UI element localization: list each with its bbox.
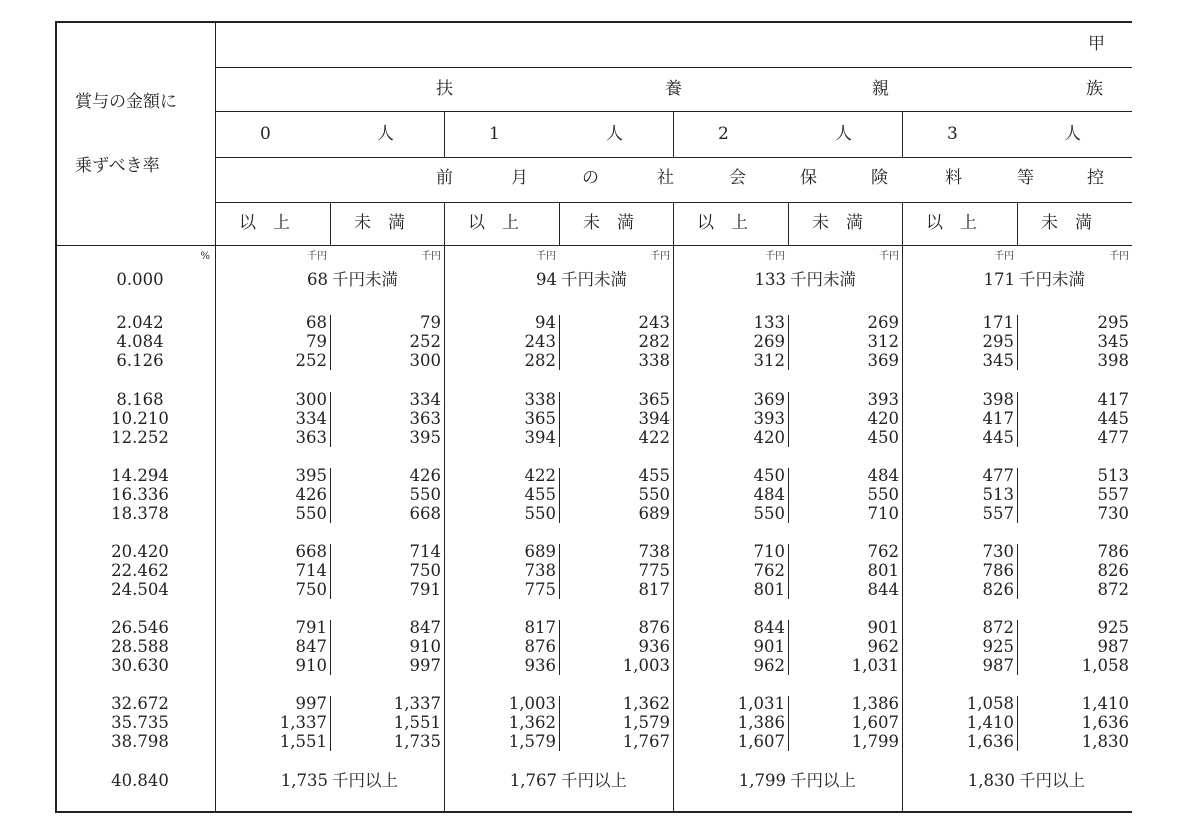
min-max-separator <box>788 468 789 523</box>
max-amount: 455 <box>638 466 670 485</box>
max-amount: 817 <box>638 580 670 599</box>
thousand-yen-unit: 千円 <box>1109 251 1129 262</box>
threshold-value: 1,735 <box>280 771 328 790</box>
min-amount: 393 <box>753 409 785 428</box>
min-max-separator <box>330 468 331 523</box>
max-amount: 79 <box>420 313 441 332</box>
dependents-heading-char: 扶 <box>436 79 453 99</box>
max-amount: 1,337 <box>393 694 441 713</box>
max-amount: 738 <box>638 542 670 561</box>
thousand-yen-unit: 千円 <box>536 251 556 262</box>
deduction-heading-char: 保 <box>800 168 817 188</box>
rate-column-label: 賞与の金額に <box>75 92 177 112</box>
rate-value: 16.336 <box>111 485 169 504</box>
max-column-header: 未 満 <box>354 213 405 233</box>
min-amount: 550 <box>753 504 785 523</box>
min-amount: 1,410 <box>966 713 1014 732</box>
min-max-separator <box>788 696 789 751</box>
max-amount: 369 <box>867 351 899 370</box>
category-label: 甲 <box>1088 34 1105 54</box>
dependent-count-unit: 人 <box>1064 124 1081 144</box>
min-amount: 786 <box>982 561 1014 580</box>
min-max-separator <box>330 696 331 751</box>
min-amount: 513 <box>982 485 1014 504</box>
min-amount: 295 <box>982 332 1014 351</box>
max-amount: 312 <box>867 332 899 351</box>
min-max-separator <box>559 620 560 675</box>
max-amount: 395 <box>409 428 441 447</box>
max-amount: 910 <box>409 637 441 656</box>
min-amount: 550 <box>524 504 556 523</box>
min-max-separator <box>559 544 560 599</box>
min-amount: 417 <box>982 409 1014 428</box>
dependent-count-unit: 人 <box>835 124 852 144</box>
dependents-heading-char: 親 <box>872 79 889 99</box>
min-max-separator <box>788 315 789 370</box>
rate-value: 6.126 <box>116 351 164 370</box>
min-amount: 1,003 <box>508 694 556 713</box>
min-max-separator <box>330 315 331 370</box>
min-amount: 1,337 <box>279 713 327 732</box>
deduction-heading-char: 前 <box>436 168 453 188</box>
min-max-divider <box>1017 202 1018 245</box>
deduction-heading-char: 等 <box>1017 168 1034 188</box>
thousand-yen-unit: 千円 <box>765 251 785 262</box>
min-amount: 925 <box>982 637 1014 656</box>
min-amount: 334 <box>295 409 327 428</box>
dependents-heading-char: 族 <box>1086 79 1103 99</box>
max-amount: 925 <box>1097 618 1129 637</box>
max-amount: 345 <box>1097 332 1129 351</box>
max-amount: 445 <box>1097 409 1129 428</box>
thousand-yen-unit: 千円 <box>421 251 441 262</box>
max-amount: 557 <box>1097 485 1129 504</box>
max-amount: 394 <box>638 409 670 428</box>
rate-value: 0.000 <box>116 270 164 289</box>
rate-value: 18.378 <box>111 504 169 523</box>
threshold-value: 133 <box>754 270 786 289</box>
min-amount: 477 <box>982 466 1014 485</box>
min-amount: 791 <box>295 618 327 637</box>
rate-value: 10.210 <box>111 409 169 428</box>
max-amount: 1,767 <box>622 732 670 751</box>
max-amount: 1,410 <box>1081 694 1129 713</box>
dependent-count: 3 <box>947 124 958 144</box>
max-amount: 334 <box>409 390 441 409</box>
min-max-separator <box>788 544 789 599</box>
min-amount: 1,386 <box>737 713 785 732</box>
min-column-header: 以 上 <box>926 213 977 233</box>
max-amount: 775 <box>638 561 670 580</box>
max-amount: 338 <box>638 351 670 370</box>
min-amount: 252 <box>295 351 327 370</box>
rate-value: 35.735 <box>111 713 169 732</box>
max-amount: 550 <box>867 485 899 504</box>
max-amount: 791 <box>409 580 441 599</box>
max-amount: 422 <box>638 428 670 447</box>
max-amount: 269 <box>867 313 899 332</box>
deduction-heading-char: 会 <box>729 168 746 188</box>
max-amount: 936 <box>638 637 670 656</box>
min-amount: 876 <box>524 637 556 656</box>
min-amount: 484 <box>753 485 785 504</box>
header-rule <box>215 67 1132 68</box>
rate-value: 24.504 <box>111 580 169 599</box>
rate-value: 26.546 <box>111 618 169 637</box>
min-amount: 1,058 <box>966 694 1014 713</box>
min-column-header: 以 上 <box>468 213 519 233</box>
min-amount: 557 <box>982 504 1014 523</box>
min-amount: 1,636 <box>966 732 1014 751</box>
threshold-suffix: 千円以上 <box>1019 771 1085 790</box>
thousand-yen-unit: 千円 <box>650 251 670 262</box>
min-max-separator <box>559 315 560 370</box>
min-amount: 1,362 <box>508 713 556 732</box>
threshold-value: 171 <box>983 270 1015 289</box>
rate-value: 38.798 <box>111 732 169 751</box>
min-amount: 817 <box>524 618 556 637</box>
threshold-suffix: 千円未満 <box>1019 270 1085 289</box>
header-bottom-rule <box>55 245 1132 246</box>
min-amount: 1,607 <box>737 732 785 751</box>
min-max-separator <box>1017 696 1018 751</box>
max-amount: 801 <box>867 561 899 580</box>
max-amount: 997 <box>409 656 441 675</box>
min-amount: 369 <box>753 390 785 409</box>
min-max-separator <box>559 696 560 751</box>
max-amount: 450 <box>867 428 899 447</box>
group-divider <box>444 202 445 813</box>
max-amount: 714 <box>409 542 441 561</box>
min-amount: 365 <box>524 409 556 428</box>
min-amount: 997 <box>295 694 327 713</box>
min-amount: 1,551 <box>279 732 327 751</box>
dependent-count-unit: 人 <box>377 124 394 144</box>
dependent-count-unit: 人 <box>606 124 623 144</box>
min-amount: 730 <box>982 542 1014 561</box>
max-amount: 876 <box>638 618 670 637</box>
min-amount: 714 <box>295 561 327 580</box>
max-amount: 550 <box>638 485 670 504</box>
max-amount: 477 <box>1097 428 1129 447</box>
deduction-heading-char: の <box>582 168 599 188</box>
max-amount: 668 <box>409 504 441 523</box>
max-amount: 844 <box>867 580 899 599</box>
min-amount: 312 <box>753 351 785 370</box>
min-amount: 395 <box>295 466 327 485</box>
max-amount: 1,058 <box>1081 656 1129 675</box>
percent-unit: % <box>200 251 210 262</box>
dependents-heading-char: 養 <box>665 79 682 99</box>
min-amount: 936 <box>524 656 556 675</box>
min-max-separator <box>788 392 789 447</box>
rate-value: 4.084 <box>116 332 164 351</box>
deduction-heading-char: 険 <box>871 168 888 188</box>
min-amount: 550 <box>295 504 327 523</box>
rate-value: 2.042 <box>116 313 164 332</box>
max-amount: 847 <box>409 618 441 637</box>
min-max-divider <box>788 202 789 245</box>
min-amount: 394 <box>524 428 556 447</box>
rate-value: 20.420 <box>111 542 169 561</box>
max-column-header: 未 満 <box>812 213 863 233</box>
group-divider <box>673 111 674 157</box>
min-amount: 79 <box>306 332 327 351</box>
max-amount: 750 <box>409 561 441 580</box>
max-amount: 1,799 <box>851 732 899 751</box>
max-amount: 710 <box>867 504 899 523</box>
threshold-value: 1,767 <box>509 771 557 790</box>
max-amount: 417 <box>1097 390 1129 409</box>
thousand-yen-unit: 千円 <box>307 251 327 262</box>
min-amount: 987 <box>982 656 1014 675</box>
thousand-yen-unit: 千円 <box>994 251 1014 262</box>
threshold-value: 1,830 <box>967 771 1015 790</box>
min-amount: 243 <box>524 332 556 351</box>
min-amount: 363 <box>295 428 327 447</box>
rate-value: 14.294 <box>111 466 169 485</box>
max-amount: 962 <box>867 637 899 656</box>
min-column-header: 以 上 <box>697 213 748 233</box>
max-amount: 1,607 <box>851 713 899 732</box>
min-amount: 762 <box>753 561 785 580</box>
min-amount: 171 <box>982 313 1014 332</box>
max-amount: 363 <box>409 409 441 428</box>
min-max-separator <box>330 544 331 599</box>
max-amount: 550 <box>409 485 441 504</box>
min-amount: 847 <box>295 637 327 656</box>
header-rule <box>215 157 1132 158</box>
max-amount: 484 <box>867 466 899 485</box>
max-amount: 1,636 <box>1081 713 1129 732</box>
min-amount: 910 <box>295 656 327 675</box>
max-amount: 420 <box>867 409 899 428</box>
min-amount: 872 <box>982 618 1014 637</box>
min-max-separator <box>330 392 331 447</box>
min-amount: 1,579 <box>508 732 556 751</box>
min-amount: 422 <box>524 466 556 485</box>
rate-value: 30.630 <box>111 656 169 675</box>
max-amount: 730 <box>1097 504 1129 523</box>
min-max-separator <box>1017 544 1018 599</box>
max-amount: 1,830 <box>1081 732 1129 751</box>
min-amount: 300 <box>295 390 327 409</box>
max-amount: 901 <box>867 618 899 637</box>
group-divider <box>673 202 674 813</box>
max-amount: 786 <box>1097 542 1129 561</box>
min-amount: 269 <box>753 332 785 351</box>
max-amount: 1,579 <box>622 713 670 732</box>
min-max-divider <box>559 202 560 245</box>
min-amount: 426 <box>295 485 327 504</box>
rate-value: 28.588 <box>111 637 169 656</box>
max-column-header: 未 満 <box>583 213 634 233</box>
min-amount: 398 <box>982 390 1014 409</box>
min-max-separator <box>1017 468 1018 523</box>
max-amount: 1,362 <box>622 694 670 713</box>
min-max-separator <box>788 620 789 675</box>
min-amount: 801 <box>753 580 785 599</box>
deduction-heading-char: 控 <box>1087 168 1104 188</box>
deduction-heading-char: 月 <box>511 168 528 188</box>
rate-value: 12.252 <box>111 428 169 447</box>
min-amount: 345 <box>982 351 1014 370</box>
min-amount: 68 <box>306 313 327 332</box>
max-amount: 1,386 <box>851 694 899 713</box>
rate-column-divider <box>215 21 216 813</box>
min-amount: 133 <box>753 313 785 332</box>
min-amount: 1,031 <box>737 694 785 713</box>
min-max-separator <box>559 392 560 447</box>
max-amount: 393 <box>867 390 899 409</box>
max-amount: 762 <box>867 542 899 561</box>
max-amount: 365 <box>638 390 670 409</box>
min-amount: 750 <box>295 580 327 599</box>
dependent-count: 2 <box>718 124 729 144</box>
max-column-header: 未 満 <box>1041 213 1092 233</box>
min-amount: 668 <box>295 542 327 561</box>
rate-value: 32.672 <box>111 694 169 713</box>
deduction-heading-char: 料 <box>945 168 962 188</box>
min-amount: 962 <box>753 656 785 675</box>
max-amount: 513 <box>1097 466 1129 485</box>
max-amount: 426 <box>409 466 441 485</box>
threshold-suffix: 千円以上 <box>790 771 856 790</box>
group-divider <box>444 111 445 157</box>
threshold-suffix: 千円未満 <box>332 270 398 289</box>
min-amount: 455 <box>524 485 556 504</box>
rate-value: 8.168 <box>116 390 164 409</box>
min-amount: 445 <box>982 428 1014 447</box>
thousand-yen-unit: 千円 <box>879 251 899 262</box>
min-amount: 775 <box>524 580 556 599</box>
min-amount: 450 <box>753 466 785 485</box>
max-amount: 872 <box>1097 580 1129 599</box>
threshold-suffix: 千円未満 <box>561 270 627 289</box>
min-amount: 420 <box>753 428 785 447</box>
dependent-count: 0 <box>260 124 271 144</box>
rate-value: 22.462 <box>111 561 169 580</box>
min-amount: 844 <box>753 618 785 637</box>
max-amount: 1,003 <box>622 656 670 675</box>
min-amount: 710 <box>753 542 785 561</box>
max-amount: 1,551 <box>393 713 441 732</box>
group-divider <box>902 202 903 813</box>
max-amount: 689 <box>638 504 670 523</box>
threshold-suffix: 千円以上 <box>332 771 398 790</box>
dependent-count: 1 <box>489 124 500 144</box>
threshold-suffix: 千円以上 <box>561 771 627 790</box>
min-max-separator <box>559 468 560 523</box>
max-amount: 826 <box>1097 561 1129 580</box>
min-amount: 901 <box>753 637 785 656</box>
min-max-separator <box>330 620 331 675</box>
min-max-separator <box>1017 392 1018 447</box>
threshold-value: 68 <box>307 270 328 289</box>
group-divider <box>902 111 903 157</box>
max-amount: 243 <box>638 313 670 332</box>
threshold-value: 1,799 <box>738 771 786 790</box>
max-amount: 282 <box>638 332 670 351</box>
threshold-suffix: 千円未満 <box>790 270 856 289</box>
max-amount: 398 <box>1097 351 1129 370</box>
min-max-separator <box>1017 315 1018 370</box>
threshold-value: 94 <box>536 270 557 289</box>
min-amount: 689 <box>524 542 556 561</box>
rate-value: 40.840 <box>111 771 169 790</box>
deduction-heading-char: 社 <box>657 168 674 188</box>
max-amount: 295 <box>1097 313 1129 332</box>
max-amount: 1,031 <box>851 656 899 675</box>
max-amount: 252 <box>409 332 441 351</box>
max-amount: 300 <box>409 351 441 370</box>
min-max-divider <box>330 202 331 245</box>
min-amount: 738 <box>524 561 556 580</box>
max-amount: 987 <box>1097 637 1129 656</box>
min-amount: 94 <box>535 313 556 332</box>
min-column-header: 以 上 <box>239 213 290 233</box>
min-amount: 338 <box>524 390 556 409</box>
rate-column-label: 乗ずべき率 <box>75 156 160 176</box>
min-max-separator <box>1017 620 1018 675</box>
max-amount: 1,735 <box>393 732 441 751</box>
min-amount: 282 <box>524 351 556 370</box>
min-amount: 826 <box>982 580 1014 599</box>
